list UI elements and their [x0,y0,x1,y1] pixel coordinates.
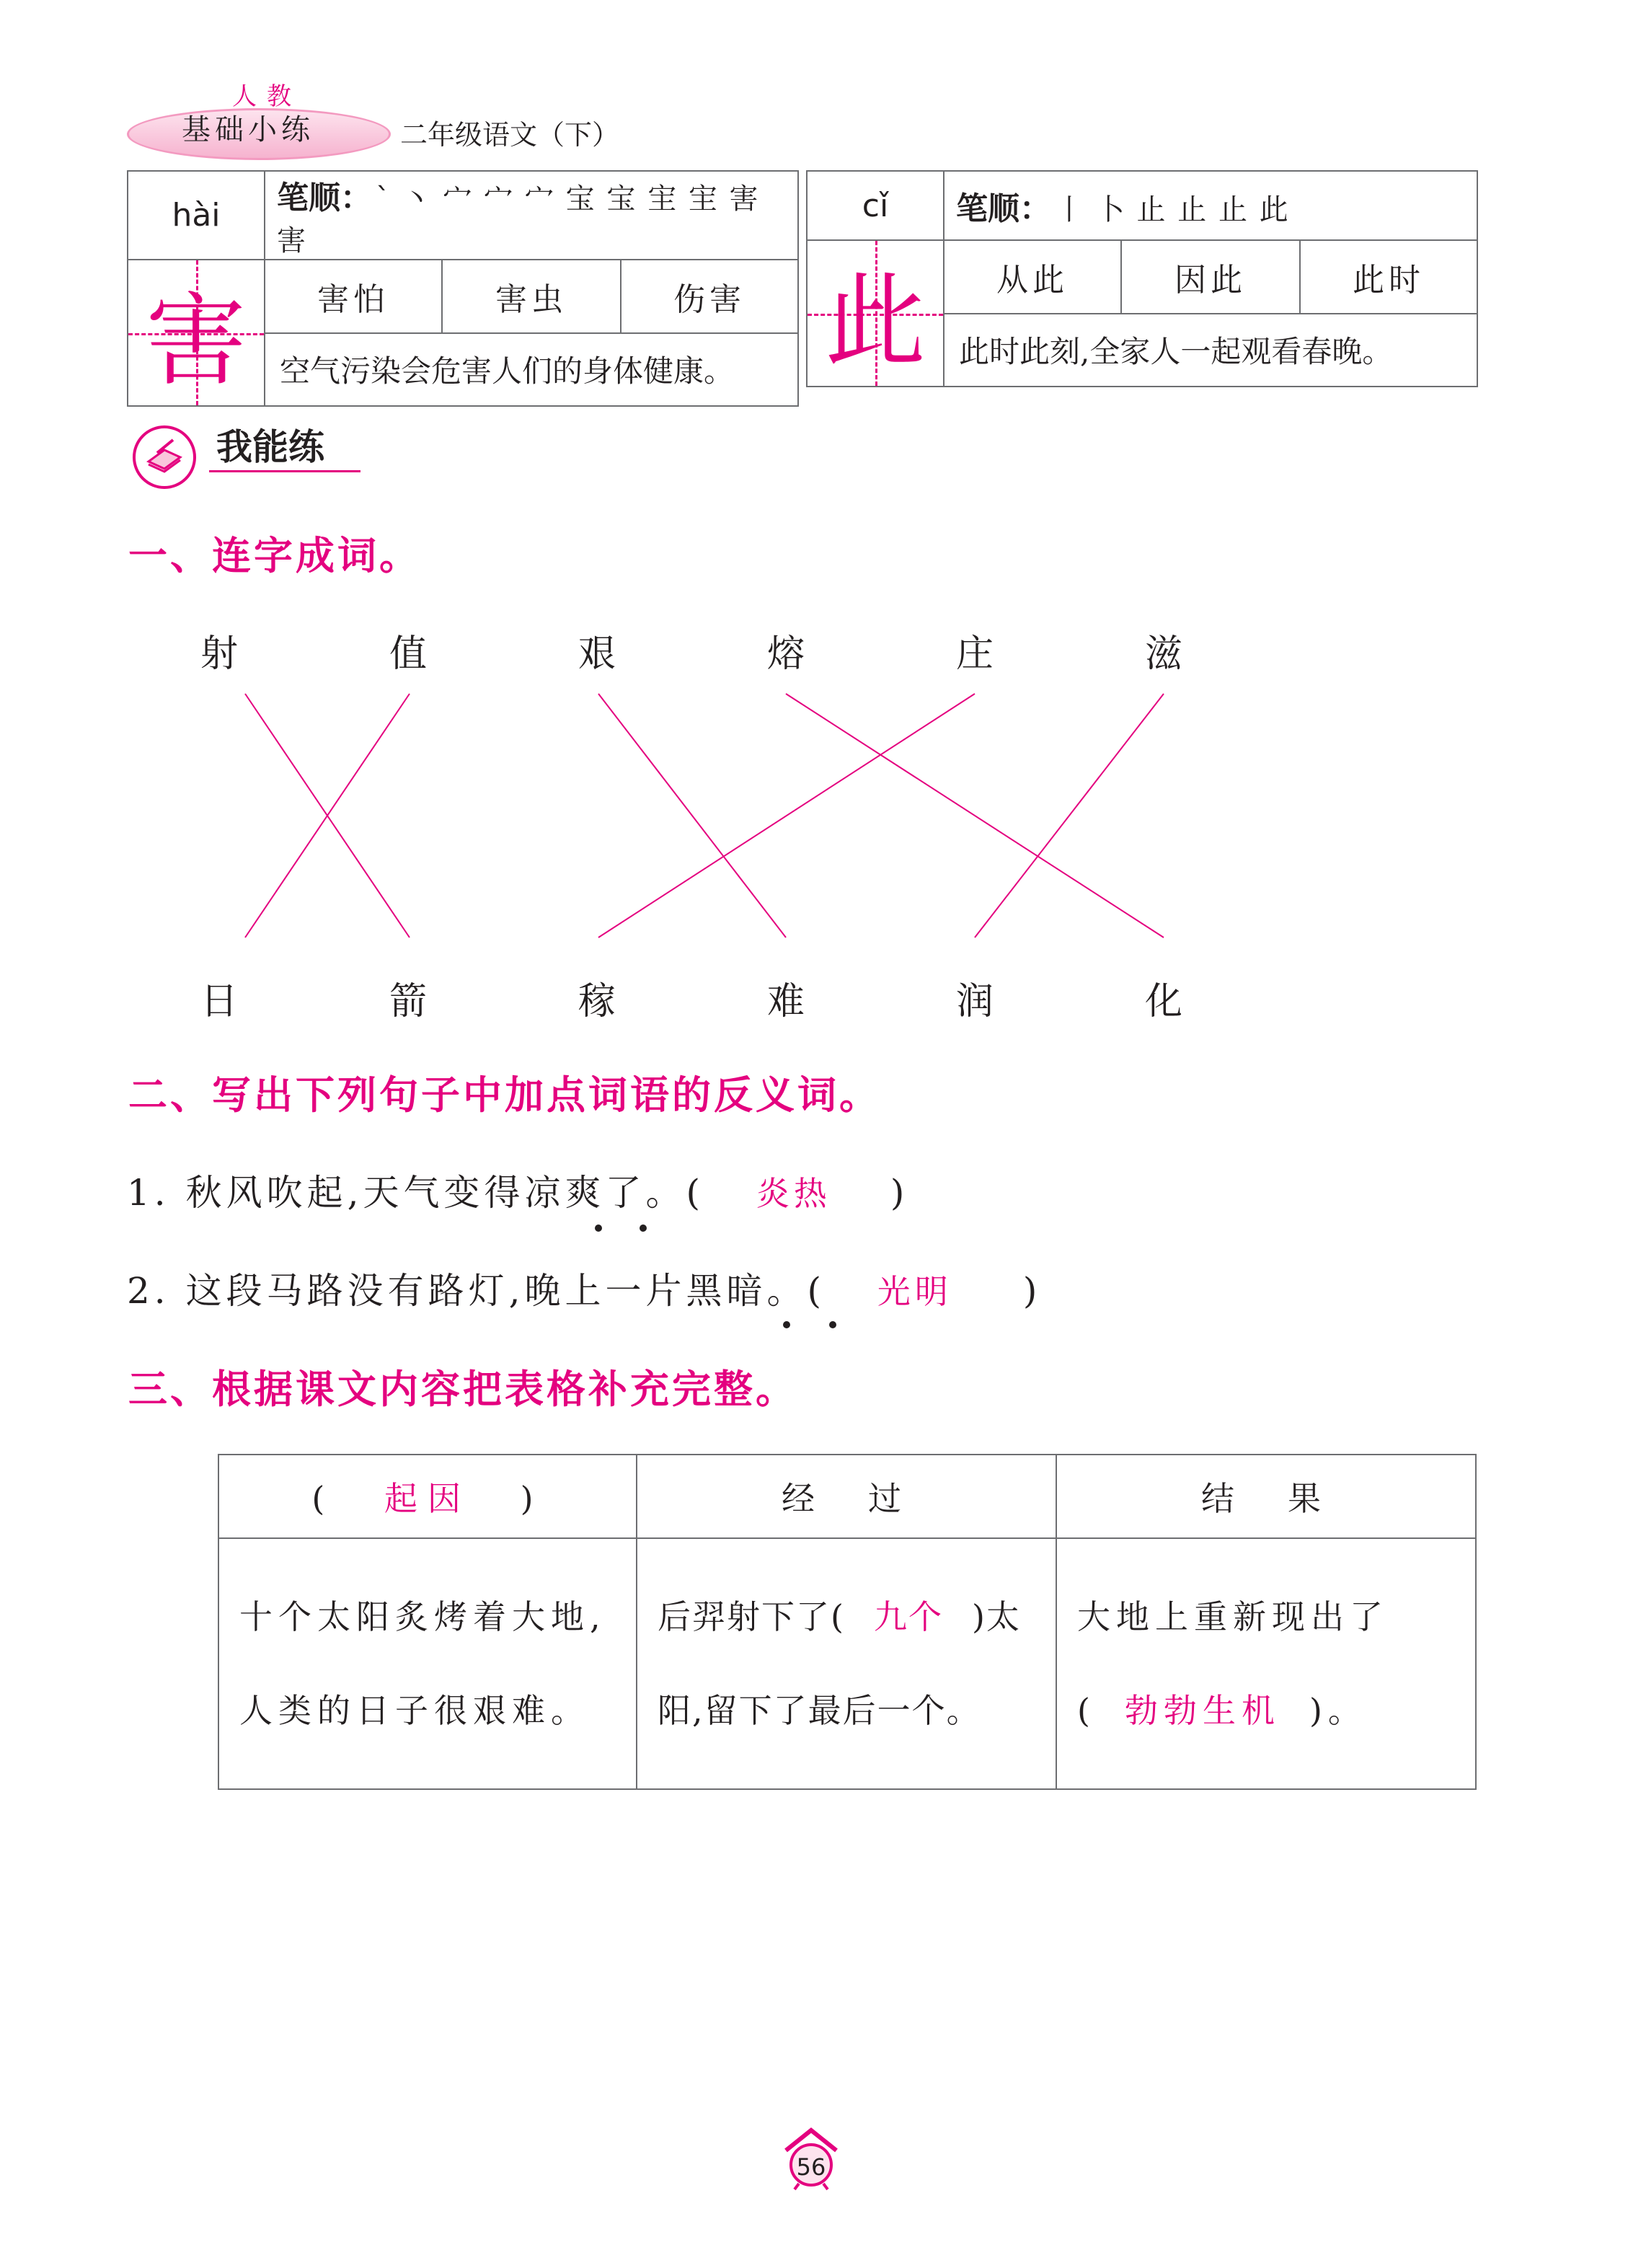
word-cell: 害怕 [265,260,442,333]
stroke-order-label: 笔顺： [277,180,372,216]
top-char: 射 [200,632,239,676]
q2-item-1 [127,1164,908,1216]
word-cell: 因此 [1121,240,1300,314]
paren-open: ( [311,1479,335,1518]
connection-line [975,694,1164,937]
q2-close-paren: ) [890,1172,909,1214]
bottom-char: 箭 [389,980,428,1023]
q2-answer: 炎热 [756,1174,831,1213]
q2-close-paren: ) [1022,1270,1042,1312]
q2-title: 二、写出下列句子中加点词语的反义词。 [128,1072,881,1118]
pinyin: hài [172,197,221,234]
top-char: 熔 [767,632,805,676]
connection-line [786,694,1164,937]
q2-item-text: 2. 这段马路没有路灯,晚上一片黑暗。( [127,1270,826,1312]
header-publisher: 人教 [232,82,301,111]
word-cell: 害虫 [442,260,621,333]
word-cell: 此时 [1300,240,1477,314]
connection-line [598,694,975,937]
header-grade: 二年级语文（下） [400,119,620,151]
q2-answer: 光明 [877,1272,952,1311]
bottom-char: 润 [956,980,994,1023]
process-pre: 后羿射下了( [658,1597,845,1636]
bottom-char: 化 [1145,980,1183,1023]
q1-title: 一、连字成词。 [128,533,421,578]
emphasis-dot [595,1225,602,1232]
connection-line [598,694,786,937]
stroke-order: 丨 卜 止 止 止 此 [1055,193,1290,226]
character-glyph: 害 [145,283,247,400]
emphasis-dot [640,1225,647,1232]
bottom-char: 难 [767,980,805,1023]
character-glyph: 此 [824,263,926,381]
word-cell: 伤害 [621,260,798,333]
result-cell [1056,1538,1476,1789]
bottom-char: 稼 [578,980,616,1023]
top-char: 值 [389,632,428,676]
word-cell: 从此 [944,240,1121,314]
top-char: 庄 [956,632,994,676]
page-number-badge [779,2126,844,2191]
practice-title: 我能练 [216,426,324,468]
top-char: 滋 [1145,632,1183,676]
bottom-char: 日 [200,980,239,1023]
pinyin: cǐ [862,187,889,224]
result-pre: 大地上重新现出了( [1077,1597,1389,1730]
page-number: 56 [796,2153,826,2181]
example-sentence: 空气污染会危害人们的身体健康。 [265,333,798,407]
header-cause [218,1455,637,1538]
header-result: 结 果 [1056,1455,1476,1538]
example-sentence: 此时此刻,全家人一起观看春晚。 [944,314,1477,387]
q2-item-2 [127,1262,1041,1314]
stroke-order: ` 丶 宀 宀 宀 宝 宝 宔 宔 害 害 [277,182,760,257]
emphasis-dot [829,1321,836,1328]
result-answer: 勃勃生机 [1124,1691,1280,1730]
q2-item-text: 1. 秋风吹起,天气变得凉爽了。( [127,1172,704,1214]
process-cell [637,1538,1056,1789]
cause-cell: 十个太阳炙烤着大地,人类的日子很艰难。 [218,1538,637,1789]
story-table [218,1454,1477,1790]
header-series: 基础小练 [182,113,314,146]
result-post: )。 [1309,1691,1367,1730]
process-post: )太阳,留下了最后一个。 [658,1597,1021,1730]
process-answer: 九个 [873,1597,943,1636]
stroke-order-label: 笔顺： [956,190,1051,227]
cause-answer: 起因 [384,1479,471,1518]
emphasis-dot [783,1321,790,1328]
top-char: 艰 [578,632,616,676]
q3-title: 三、根据课文内容把表格补充完整。 [128,1367,797,1412]
paren-close: ) [520,1479,544,1518]
header-process: 经 过 [637,1455,1056,1538]
